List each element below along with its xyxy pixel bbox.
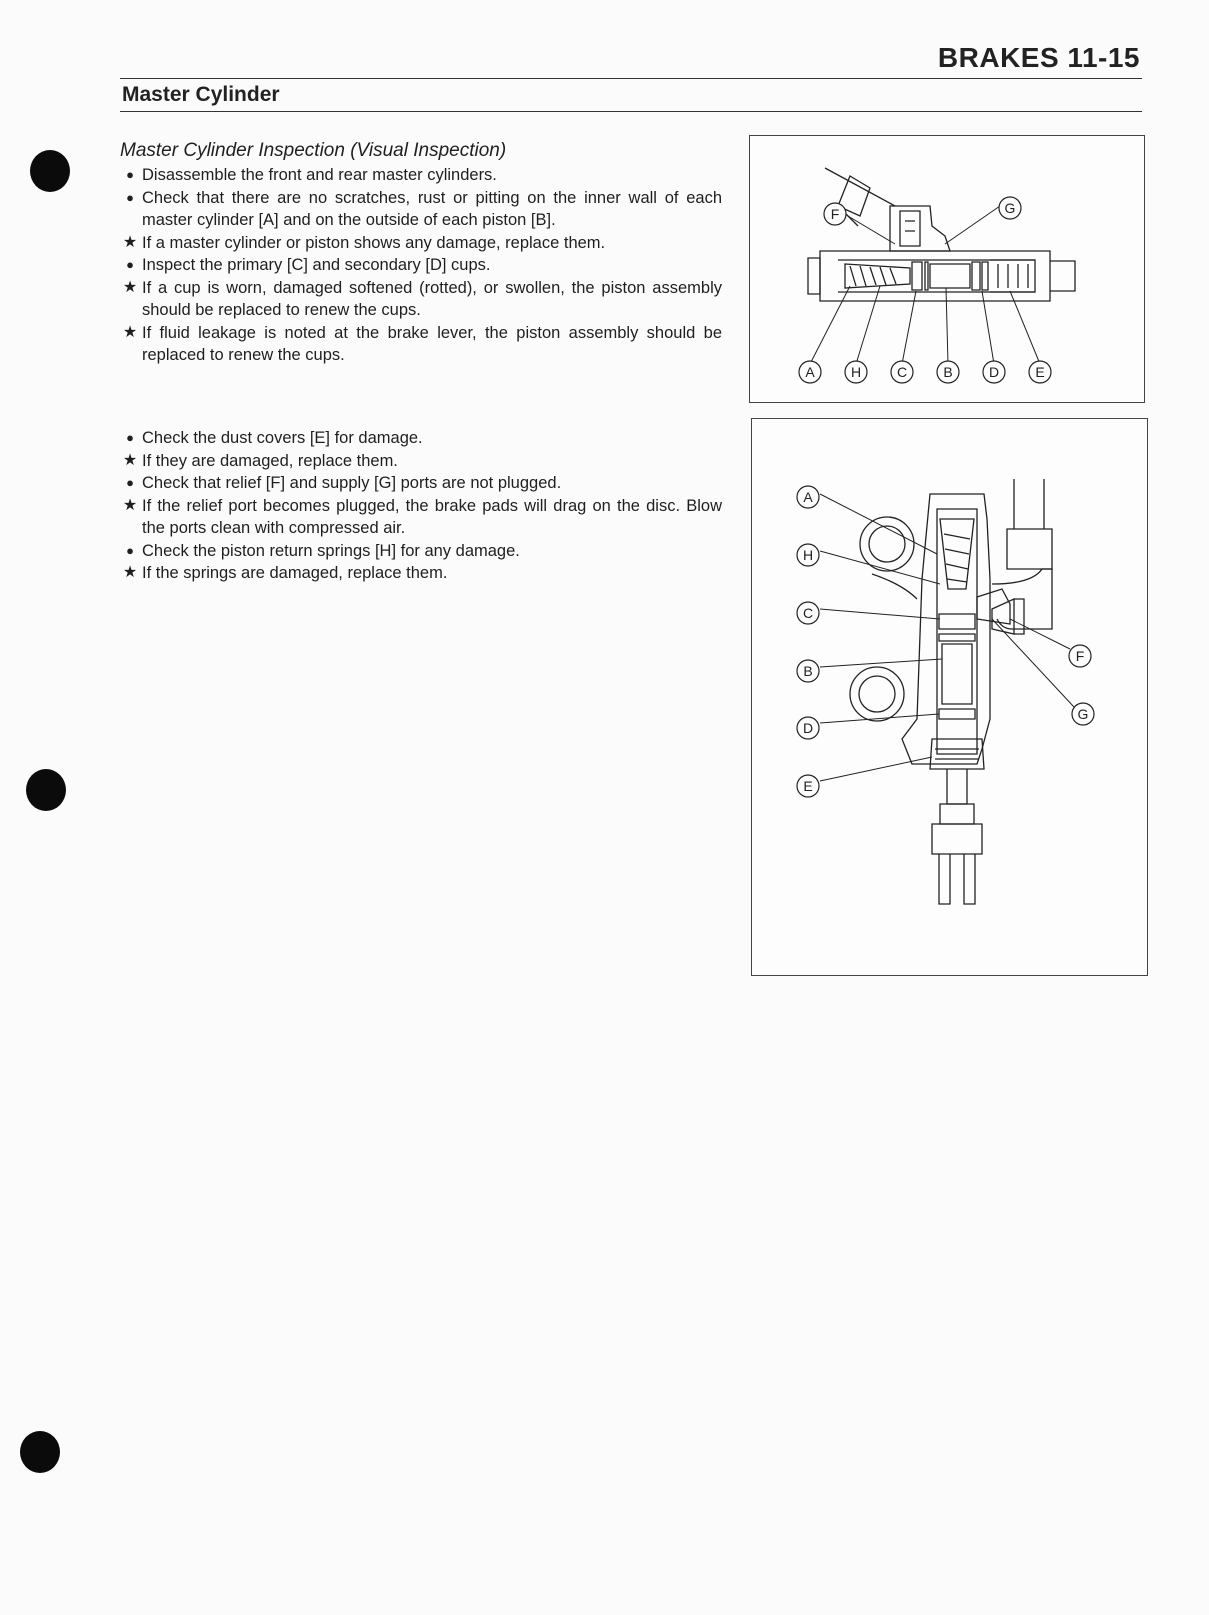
action-item <box>120 450 722 473</box>
page-header <box>120 40 1142 112</box>
star-icon: ★ <box>122 496 138 514</box>
bullet-icon: ● <box>126 257 134 272</box>
callout-d-label: D <box>802 720 814 736</box>
bullet-icon: ● <box>126 475 134 490</box>
check-item <box>120 187 722 232</box>
section-title: Master Cylinder <box>122 83 280 106</box>
item-text: Disassemble the front and rear master cylinders. <box>142 166 497 184</box>
section-rule <box>120 111 1142 112</box>
procedure-list-1 <box>120 164 722 367</box>
item-text: If the relief port becomes plugged, the brake pads will drag on the disc. Blow the ports clean with compressed air. <box>142 496 722 537</box>
page-title: BRAKES 11-15 <box>937 42 1140 73</box>
callout-g-label: G <box>1077 706 1089 722</box>
star-icon: ★ <box>122 278 138 296</box>
master-cylinder-side-diagram <box>750 136 1144 402</box>
callout-e-label: E <box>1035 364 1045 380</box>
item-text: If fluid leakage is noted at the brake lever, the piston assembly should be replaced to renew the cups. <box>142 323 722 364</box>
callout-d-label: D <box>988 364 1000 380</box>
callout-e-label: E <box>803 778 813 794</box>
master-cylinder-vertical-diagram <box>752 419 1147 975</box>
check-item <box>120 427 722 450</box>
callout-b-label: B <box>803 663 813 679</box>
callout-f-label: F <box>1075 648 1085 664</box>
callout-c-label: C <box>896 364 908 380</box>
procedure-title: Master Cylinder Inspection (Visual Inspection) <box>120 140 507 161</box>
bullet-icon: ● <box>126 430 134 445</box>
procedure-block-2 <box>120 427 722 585</box>
callout-h-label: H <box>850 364 862 380</box>
callout-f-label: F <box>830 206 840 222</box>
action-item <box>120 322 722 367</box>
item-text: If a cup is worn, damaged softened (rotted), or swollen, the piston assembly should be replaced to renew the cups. <box>142 278 722 319</box>
callout-b <box>797 660 819 682</box>
figure-master-cylinder-vertical <box>751 418 1148 976</box>
bullet-icon: ● <box>126 189 134 205</box>
bullet-icon: ● <box>126 542 134 558</box>
callout-h <box>845 361 867 383</box>
check-item <box>120 164 722 187</box>
callout-g <box>999 197 1021 219</box>
callout-c-label: C <box>802 605 814 621</box>
procedure-list-2 <box>120 427 722 585</box>
item-text: If they are damaged, replace them. <box>142 451 398 470</box>
binder-hole-bottom <box>20 1431 60 1473</box>
callout-c <box>891 361 913 383</box>
binder-hole-top <box>30 150 70 192</box>
callout-a-label: A <box>805 364 815 380</box>
star-icon: ★ <box>122 451 138 469</box>
star-icon: ★ <box>122 323 138 341</box>
item-text: If the springs are damaged, replace them. <box>142 564 448 582</box>
bullet-icon: ● <box>126 167 134 182</box>
callout-c <box>797 602 819 624</box>
star-icon: ★ <box>122 233 138 251</box>
item-text: Check that there are no scratches, rust or pitting on the inner wall of each master cylinder [A] and on the outside of each piston [B]. <box>142 188 722 229</box>
item-text: Inspect the primary [C] and secondary [D] cups. <box>142 256 491 274</box>
callout-f <box>824 203 846 225</box>
callout-e <box>797 775 819 797</box>
item-text: If a master cylinder or piston shows any damage, replace them. <box>142 233 606 252</box>
star-icon: ★ <box>122 564 138 581</box>
callout-b <box>937 361 959 383</box>
callout-d <box>797 717 819 739</box>
callout-b-label: B <box>943 364 953 380</box>
callout-a-label: A <box>803 489 813 505</box>
callout-h-label: H <box>802 547 814 563</box>
action-item <box>120 562 722 585</box>
procedure-block-1 <box>120 138 722 367</box>
callout-f <box>1069 645 1091 667</box>
action-item <box>120 277 722 322</box>
item-text: Check that relief [F] and supply [G] ports are not plugged. <box>142 474 562 492</box>
callout-h <box>797 544 819 566</box>
callout-a <box>799 361 821 383</box>
figure-master-cylinder-side <box>749 135 1145 403</box>
binder-hole-middle <box>26 769 66 811</box>
callout-e <box>1029 361 1051 383</box>
check-item <box>120 254 722 277</box>
callout-g <box>1072 703 1094 725</box>
callout-d <box>983 361 1005 383</box>
action-item <box>120 232 722 255</box>
action-item <box>120 495 722 540</box>
item-text: Check the piston return springs [H] for any damage. <box>142 541 520 560</box>
callout-g-label: G <box>1004 200 1016 216</box>
item-text: Check the dust covers [E] for damage. <box>142 429 423 447</box>
check-item <box>120 540 722 563</box>
callout-a <box>797 486 819 508</box>
check-item <box>120 472 722 495</box>
